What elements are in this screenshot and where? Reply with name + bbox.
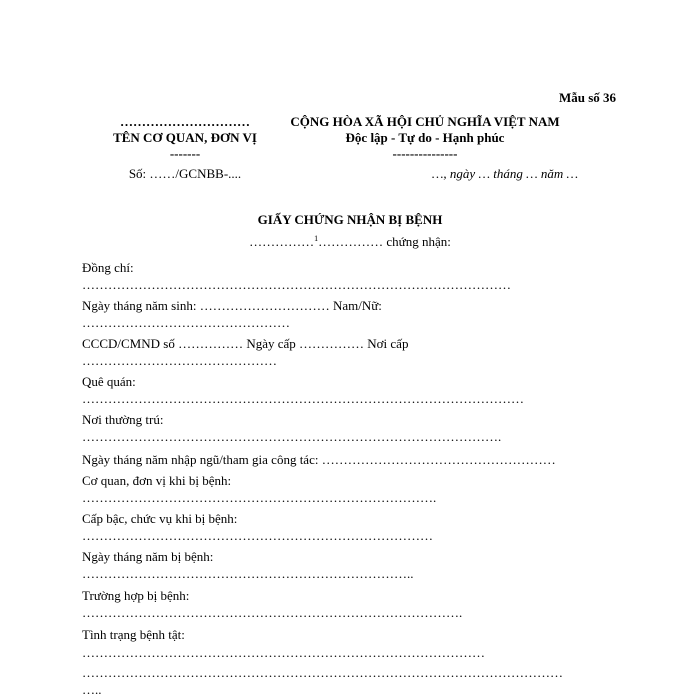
condition-label: Tình trạng bệnh tật: bbox=[82, 627, 185, 642]
enlistment-date-line: Ngày tháng năm nhập ngũ/tham gia công tác: ……………………………………………… bbox=[82, 452, 556, 467]
country-name: CỘNG HÒA XÃ HỘI CHỦ NGHĨA VIỆT NAM bbox=[290, 114, 560, 129]
dob-fill-line: ………………………………………… bbox=[82, 315, 290, 330]
sick-case-label: Trường hợp bị bệnh: bbox=[82, 588, 190, 603]
certify-line bbox=[0, 234, 700, 250]
condition-fill-line-1: ………………………………………………………………………………… bbox=[82, 645, 485, 660]
residence-label: Nơi thường trú: bbox=[82, 412, 164, 427]
condition-fill-line-2: ………………………………………………………………………………………………… bbox=[82, 665, 563, 680]
document-number: Số: ……/GCNBB-.... bbox=[128, 166, 242, 181]
unit-label: Cơ quan, đơn vị khi bị bệnh: bbox=[82, 473, 232, 488]
form-number: Mẫu số 36 bbox=[559, 90, 617, 105]
national-motto: Độc lập - Tự do - Hạnh phúc bbox=[345, 130, 505, 145]
hometown-fill-line: ………………………………………………………………………………………… bbox=[82, 391, 524, 406]
sick-date-label: Ngày tháng năm bị bệnh: bbox=[82, 549, 214, 564]
comrade-label: Đồng chí: bbox=[82, 260, 134, 275]
certify-dots-before: …………… bbox=[249, 234, 315, 249]
certify-dots-after: …………… chứng nhận: bbox=[318, 234, 451, 249]
motto-divider: --------------- bbox=[392, 146, 458, 161]
document-title: GIẤY CHỨNG NHẬN BỊ BỆNH bbox=[257, 212, 443, 227]
sick-case-fill-line: ……………………………………………………………………………. bbox=[82, 605, 463, 620]
id-card-line: CCCD/CMND số …………… Ngày cấp …………… Nơi cấp bbox=[82, 336, 409, 351]
condition-fill-line-3: ….. bbox=[82, 682, 102, 697]
comrade-fill-line: ……………………………………………………………………………………… bbox=[82, 277, 511, 292]
date-line: …, ngày … tháng … năm … bbox=[431, 166, 579, 181]
agency-dots: ………………………… bbox=[120, 114, 250, 129]
footnote-marker: 1 bbox=[314, 234, 319, 243]
rank-label: Cấp bậc, chức vụ khi bị bệnh: bbox=[82, 511, 238, 526]
rank-fill-line: ……………………………………………………………………… bbox=[82, 528, 433, 543]
unit-fill-line: ………………………………………………………………………. bbox=[82, 490, 437, 505]
sick-date-fill-line: ………………………………………………………………….. bbox=[82, 566, 414, 581]
id-fill-line: ……………………………………… bbox=[82, 353, 277, 368]
dob-gender-line: Ngày tháng năm sinh: ………………………… Nam/Nữ: bbox=[82, 298, 382, 313]
agency-divider: ------- bbox=[169, 146, 201, 161]
residence-fill-line: ……………………………………………………………………………………. bbox=[82, 429, 502, 444]
agency-name: TÊN CƠ QUAN, ĐƠN VỊ bbox=[113, 130, 257, 145]
hometown-label: Quê quán: bbox=[82, 374, 136, 389]
